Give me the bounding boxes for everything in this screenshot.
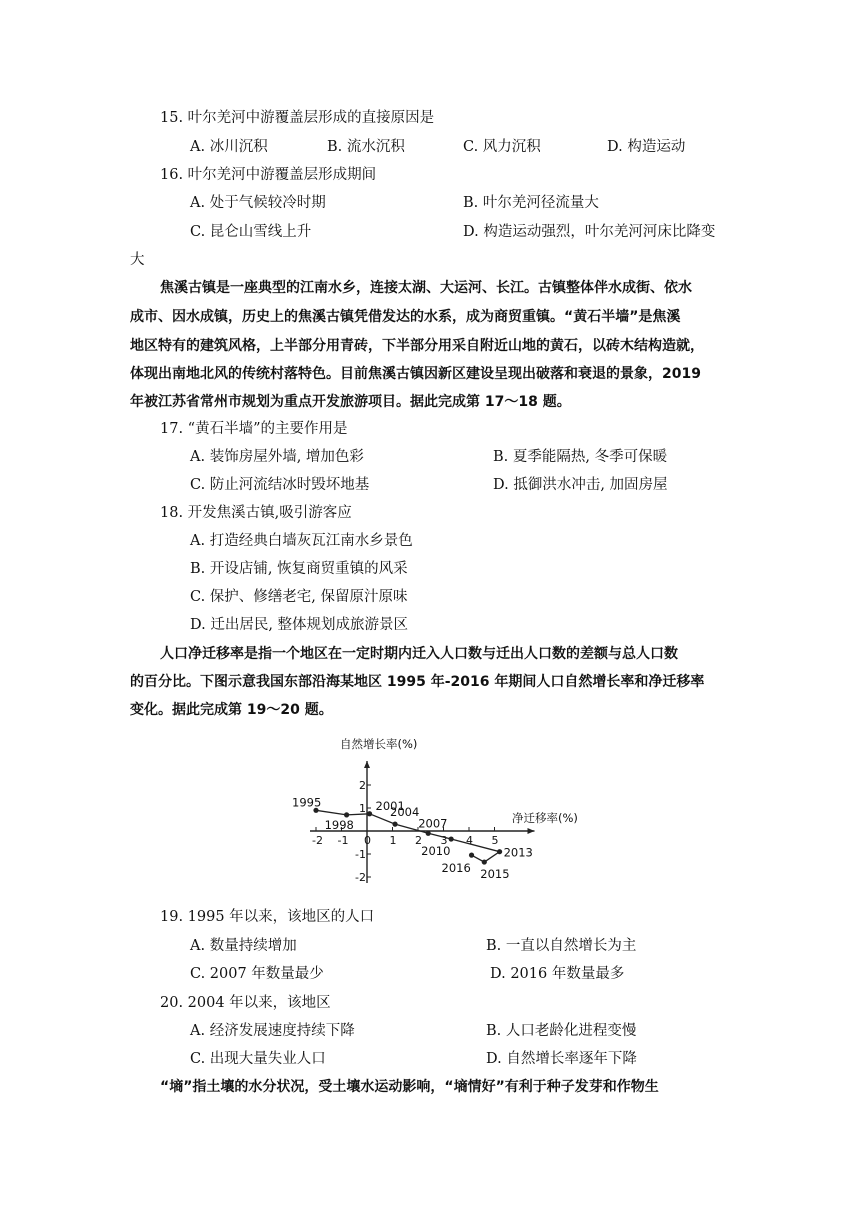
y-tick-label: 2	[359, 779, 366, 792]
y-axis-arrow	[364, 761, 370, 768]
question-17-stem: 17. “黄石半墙”的主要作用是	[160, 421, 348, 437]
q20-option-a: A. 经济发展速度持续下降	[190, 1023, 355, 1039]
q17-option-a: A. 装饰房屋外墙, 增加色彩	[190, 449, 364, 465]
passage-3-line-1: “墒”指土壤的水分状况，受土壤水运动影响，“墒情好”有利于种子发芽和作物生	[160, 1079, 659, 1095]
q18-option-d: D. 迁出居民, 整体规划成旅游景区	[190, 617, 409, 633]
passage-2-line-2: 的百分比。下图示意我国东部沿海某地区 1995 年-2016 年期间人口自然增长率和净迁移率	[130, 674, 705, 690]
q18-option-c: C. 保护、修缮老宅, 保留原汁原味	[190, 589, 408, 605]
q20-option-c: C. 出现大量失业人口	[190, 1051, 326, 1067]
x-tick-label: 1	[389, 834, 397, 847]
passage-1-line-2: 成市、因水成镇，历史上的焦溪古镇凭借发达的水系，成为商贸重镇。“黄石半墙”是焦溪	[130, 309, 681, 325]
q19-option-c: C. 2007 年数量最少	[190, 966, 324, 982]
passage-1-line-5: 年被江苏省常州市规划为重点开发旅游项目。据此完成第 17～18 题。	[130, 394, 571, 410]
x-tick-label: 3	[440, 834, 448, 847]
q20-option-d: D. 自然增长率逐年下降	[486, 1051, 637, 1067]
question-19-stem: 19. 1995 年以来，该地区的人口	[160, 909, 375, 925]
x-tick-label: 5	[491, 834, 499, 847]
q15-option-b: B. 流水沉积	[327, 139, 405, 155]
q15-option-a: A. 冰川沉积	[190, 139, 268, 155]
data-point-2016	[469, 853, 474, 858]
q17-option-d: D. 抵御洪水冲击, 加固房屋	[493, 477, 668, 493]
data-point-2007	[426, 831, 431, 836]
y-tick-label: 1	[359, 802, 366, 815]
q18-option-b: B. 开设店铺, 恢复商贸重镇的风采	[190, 561, 408, 577]
q16-option-d: D. 构造运动强烈，叶尔羌河河床比降变	[463, 224, 716, 240]
y-tick-label: -1	[355, 848, 366, 861]
q17-option-c: C. 防止河流结冰时毁坏地基	[190, 477, 370, 493]
question-16-stem: 16. 叶尔羌河中游覆盖层形成期间	[160, 167, 377, 183]
x-tick-label: 4	[466, 834, 473, 847]
passage-2-line-3: 变化。据此完成第 19～20 题。	[130, 702, 333, 718]
data-point-2010	[449, 836, 454, 841]
data-label-2016: 2016	[441, 861, 471, 876]
q15-option-c: C. 风力沉积	[463, 139, 541, 155]
data-label-1995: 1995	[292, 795, 322, 810]
q16-option-a: A. 处于气候较冷时期	[190, 195, 326, 211]
data-label-2010: 2010	[421, 844, 451, 859]
data-point-2001	[367, 811, 372, 816]
q20-option-b: B. 人口老龄化进程变慢	[486, 1023, 637, 1039]
data-label-2015: 2015	[480, 867, 510, 882]
x-tick-label: -1	[337, 834, 349, 847]
data-point-2015	[482, 859, 487, 864]
data-point-2004	[392, 822, 397, 827]
data-label-2007: 2007	[418, 816, 448, 831]
population-rate-chart	[292, 730, 600, 900]
q16-option-d-continuation: 大	[130, 252, 145, 268]
data-label-1998: 1998	[324, 817, 354, 832]
q18-option-a: A. 打造经典白墙灰瓦江南水乡景色	[190, 533, 413, 549]
q17-option-b: B. 夏季能隔热, 冬季可保暖	[493, 449, 668, 465]
data-label-2004: 2004	[390, 805, 420, 820]
q16-option-c: C. 昆仑山雪线上升	[190, 224, 312, 240]
x-tick-label: 0	[364, 834, 371, 847]
q15-option-d: D. 构造运动	[607, 139, 686, 155]
q19-option-d: D. 2016 年数量最多	[490, 966, 625, 982]
question-20-stem: 20. 2004 年以来，该地区	[160, 995, 331, 1011]
x-tick-label: -2	[312, 834, 323, 847]
passage-1-line-3: 地区特有的建筑风格，上半部分用青砖，下半部分用采自附近山地的黄石，以砖木结构造就，	[130, 338, 704, 354]
q19-option-a: A. 数量持续增加	[190, 938, 297, 954]
x-tick-label: 2	[415, 834, 422, 847]
q19-option-b: B. 一直以自然增长为主	[486, 938, 637, 954]
q16-option-b: B. 叶尔羌河径流量大	[463, 195, 599, 211]
passage-1-line-1: 焦溪古镇是一座典型的江南水乡，连接太湖、大运河、长江。古镇整体伴水成街、依水	[160, 280, 692, 296]
data-label-2013: 2013	[503, 845, 533, 860]
y-tick-label: -2	[355, 871, 366, 884]
data-point-1998	[344, 812, 349, 817]
passage-2-line-1: 人口净迁移率是指一个地区在一定时期内迁入人口数与迁出人口数的差额与总人口数	[160, 646, 678, 662]
x-axis-label: 净迁移率(%)	[512, 811, 578, 825]
question-18-stem: 18. 开发焦溪古镇,吸引游客应	[160, 505, 352, 521]
passage-1-line-4: 体现出南地北风的传统村落特色。目前焦溪古镇因新区建设呈现出破落和衰退的景象，2019	[130, 366, 701, 382]
x-axis-arrow	[528, 828, 535, 834]
data-point-2013	[497, 849, 502, 854]
data-label-2001: 2001	[375, 798, 405, 813]
question-15-stem: 15. 叶尔羌河中游覆盖层形成的直接原因是	[160, 110, 435, 126]
y-axis-label: 自然增长率(%)	[340, 737, 418, 751]
